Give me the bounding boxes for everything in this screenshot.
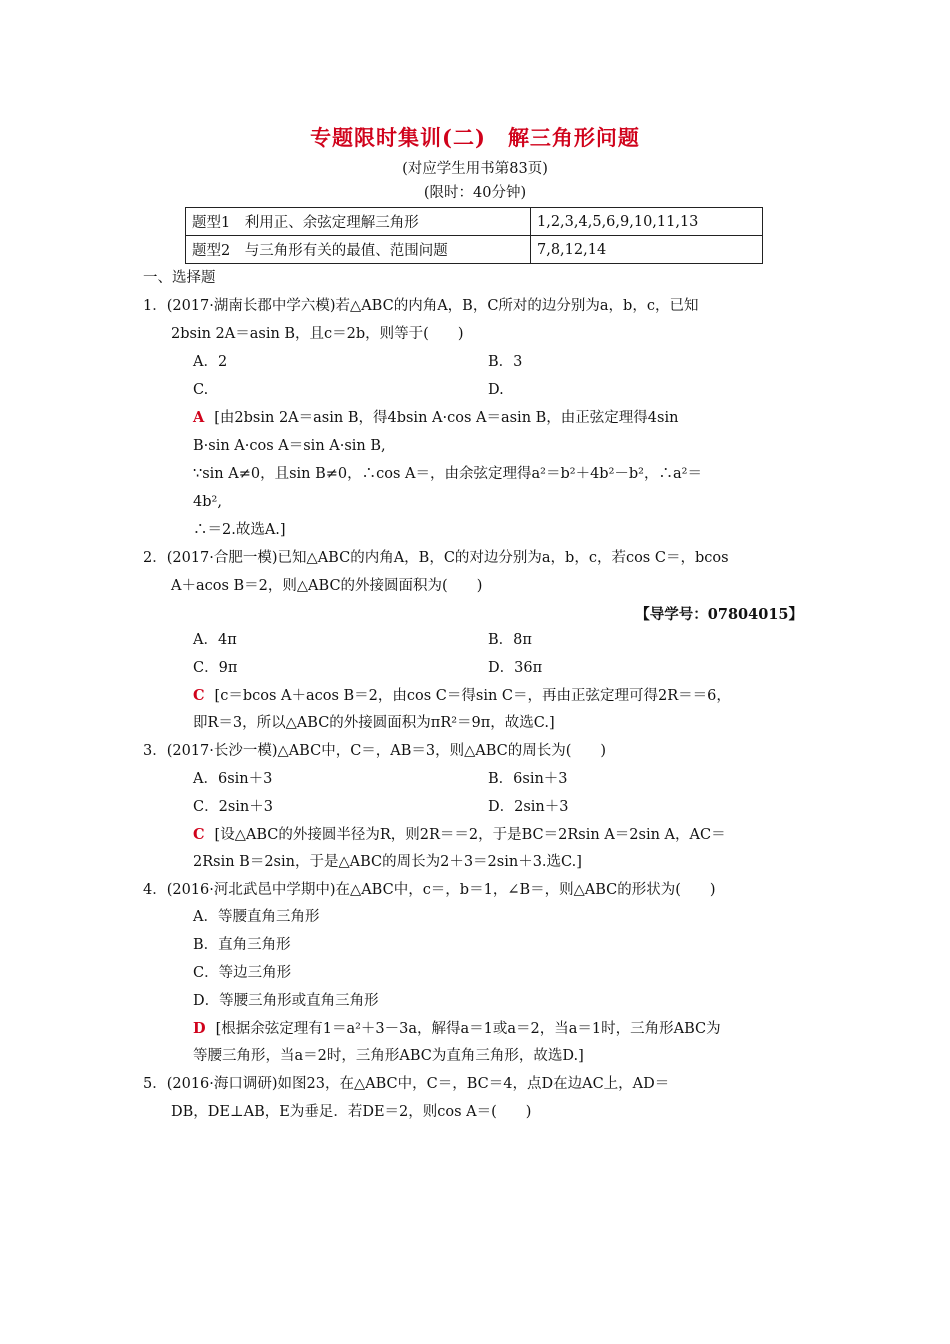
q3-option-b: B．6sin＋3 — [488, 771, 568, 787]
q4-option-d: D．等腰三角形或直角三角形 — [193, 993, 379, 1009]
q1-solution-line1: A [由2bsin 2A＝asin B，得4bsin A·cos A＝asin B，由正弦定理得4sin — [193, 409, 679, 426]
q4-solution-line1: D [根据余弦定理有1＝a²＋3－3a，解得a＝1或a＝2，当a＝1时，三角形ABC为 — [193, 1020, 721, 1037]
q2-answer-key: C — [193, 687, 205, 704]
q2-option-b: B．8π — [488, 632, 532, 648]
q1-stem-line1: 1．(2017·湖南长郡中学六模)若△ABC的内角A，B，C所对的边分别为a，b，c，已知 — [143, 298, 699, 314]
q1-option-a: A．2 — [193, 354, 228, 370]
table-row — [186, 236, 763, 264]
q3-option-c: C．2sin＋3 — [193, 799, 273, 815]
section-heading: 一、选择题 — [143, 270, 216, 286]
q1-stem-line2: 2bsin 2A＝asin B，且c＝2b，则等于( ) — [171, 326, 464, 342]
q1-solution-line5: ∴＝2.故选A.] — [193, 522, 286, 538]
q1-answer-key: A — [193, 409, 205, 426]
guide-number: 【导学号：07804015】 — [635, 606, 803, 623]
q1-option-d: D. — [488, 382, 504, 398]
q5-stem-line1: 5．(2016·海口调研)如图23，在△ABC中，C＝，BC＝4，点D在边AC上，AD＝ — [143, 1076, 670, 1092]
q5-stem-line2: DB，DE⊥AB，E为垂足．若DE＝2，则cos A＝( ) — [171, 1104, 532, 1120]
q4-option-b: B．直角三角形 — [193, 937, 291, 953]
q3-solution-line2: 2Rsin B＝2sin，于是△ABC的周长为2＋3＝2sin＋3.选C.] — [193, 854, 582, 870]
q2-stem-line1: 2．(2017·合肥一模)已知△ABC的内角A，B，C的对边分别为a，b，c，若cos C＝，bcos — [143, 550, 729, 566]
q2-option-a: A．4π — [193, 632, 237, 648]
q2-option-d: D．36π — [488, 660, 543, 676]
type-cell: 题型2 与三角形有关的最值、范围问题 — [186, 236, 531, 264]
question-type-table — [185, 207, 763, 264]
q1-solution-line3: ∵sin A≠0，且sin B≠0，∴cos A＝，由余弦定理得a²＝b²＋4b²－b²，∴a²＝ — [193, 466, 702, 482]
q4-option-c: C．等边三角形 — [193, 965, 292, 981]
q4-solution-line2: 等腰三角形，当a＝2时，三角形ABC为直角三角形，故选D.] — [193, 1048, 584, 1064]
items-cell: 1,2,3,4,5,6,9,10,11,13 — [531, 208, 763, 236]
type-cell: 题型1 利用正、余弦定理解三角形 — [186, 208, 531, 236]
q2-option-c: C．9π — [193, 660, 238, 676]
q1-solution-line4: 4b², — [193, 494, 222, 510]
table-row — [186, 208, 763, 236]
q1-option-c: C. — [193, 382, 209, 398]
q4-stem-line1: 4．(2016·河北武邑中学期中)在△ABC中，c＝，b＝1，∠B＝，则△ABC的形状为( ) — [143, 882, 716, 898]
q2-solution-line1: C [c＝bcos A＋acos B＝2，由cos C＝得sin C＝，再由正弦定理可得2R＝＝6， — [193, 687, 731, 704]
q3-stem-line1: 3．(2017·长沙一模)△ABC中，C＝，AB＝3，则△ABC的周长为( ) — [143, 743, 607, 759]
q2-solution-line2: 即R＝3，所以△ABC的外接圆面积为πR²＝9π，故选C.] — [193, 715, 555, 731]
book-reference: (对应学生用书第83页) — [402, 161, 548, 177]
q4-answer-key: D — [193, 1020, 206, 1037]
title-topic: 解三角形问题 — [507, 125, 640, 150]
q4-option-a: A．等腰直角三角形 — [193, 909, 320, 925]
time-limit: (限时：40分钟) — [423, 185, 527, 201]
page-title — [0, 122, 950, 152]
q2-stem-line2: A＋acos B＝2，则△ABC的外接圆面积为( ) — [171, 578, 483, 594]
title-series: 专题限时集训(二) — [310, 125, 486, 150]
q3-option-d: D．2sin＋3 — [488, 799, 569, 815]
q1-solution-line2: B·sin A·cos A＝sin A·sin B, — [193, 438, 386, 454]
q3-solution-line1: C [设△ABC的外接圆半径为R，则2R＝＝2，于是BC＝2Rsin A＝2sin A，AC＝ — [193, 826, 726, 843]
items-cell: 7,8,12,14 — [531, 236, 763, 264]
q1-option-b: B．3 — [488, 354, 523, 370]
q3-option-a: A．6sin＋3 — [193, 771, 273, 787]
q3-answer-key: C — [193, 826, 205, 843]
